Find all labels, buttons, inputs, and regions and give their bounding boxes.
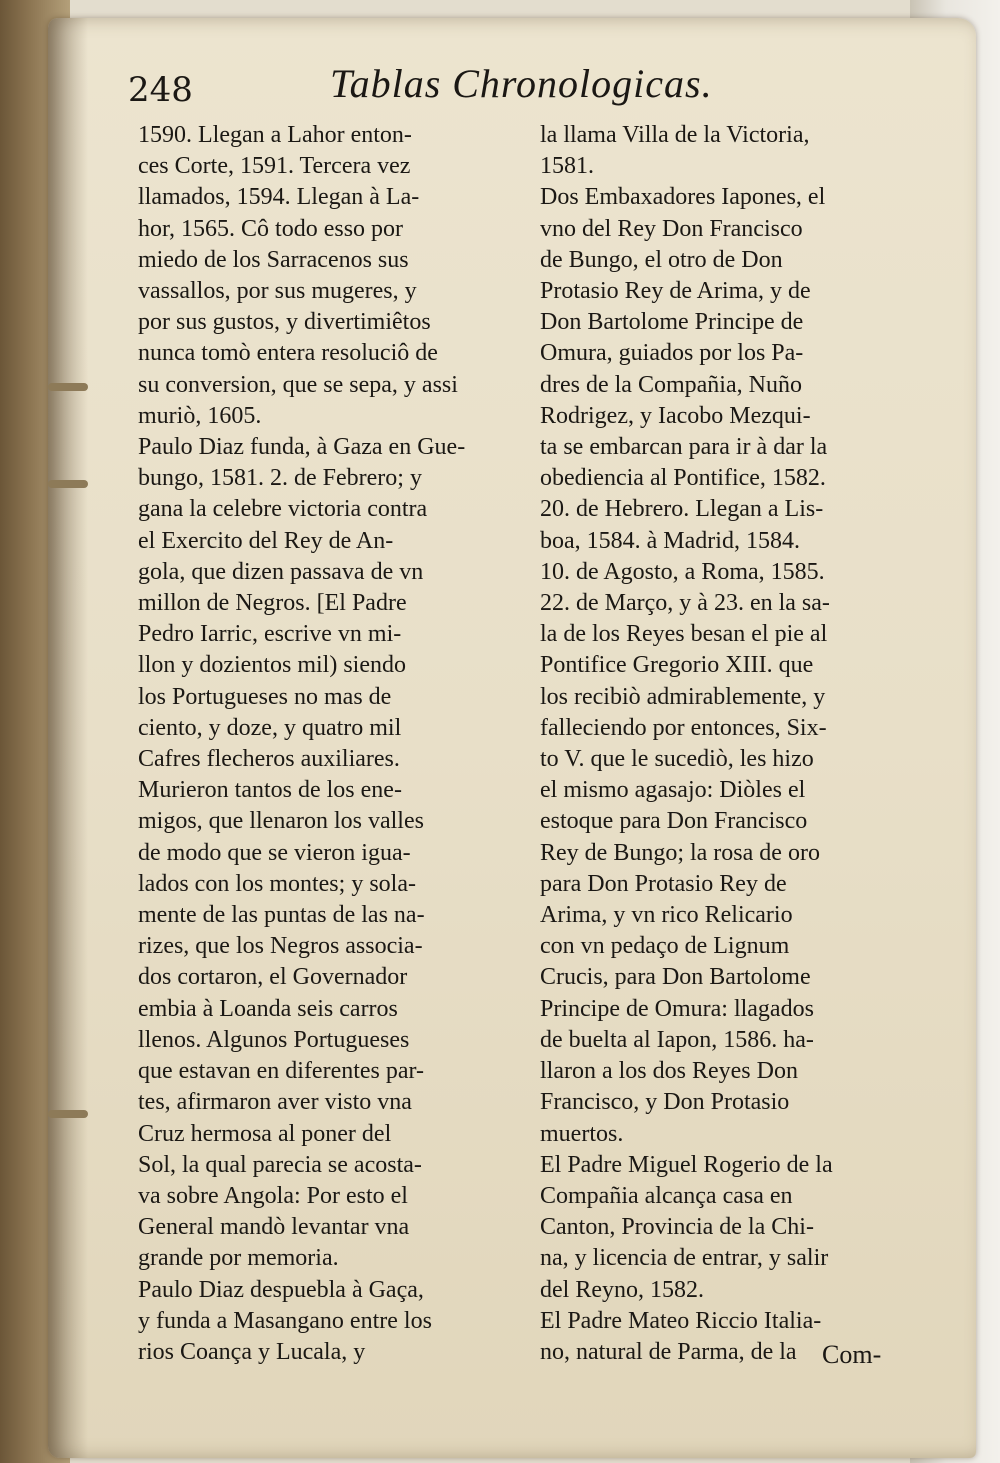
text-line: dos cortaron, el Governador — [138, 964, 408, 991]
text-line: Sol, la qual parecia se acosta- — [138, 1151, 422, 1178]
text-line: llenos. Algunos Portugueses — [138, 1026, 410, 1053]
text-line: los Portugueses no mas de — [138, 683, 392, 710]
text-line: Protasio Rey de Arima, y de — [540, 278, 811, 305]
text-line: la de los Reyes besan el pie al — [540, 621, 828, 648]
running-title: Tablas Chronologicas. — [330, 61, 713, 106]
text-line: migos, que llenaron los valles — [138, 808, 424, 835]
text-line: Pedro Iarric, escrive vn mi- — [138, 621, 402, 648]
text-line: y funda a Masangano entre los — [138, 1307, 432, 1334]
text-line: que estavan en diferentes par- — [138, 1058, 425, 1085]
text-line: llon y dozientos mil) siendo — [138, 652, 406, 679]
text-line: 20. de Hebrero. Llegan a Lis- — [540, 496, 824, 523]
text-line: miedo de los Sarracenos sus — [138, 246, 409, 273]
text-line: Principe de Omura: llagados — [540, 995, 814, 1022]
text-line: Pontifice Gregorio XIII. que — [540, 652, 814, 679]
text-line: de Bungo, el otro de Don — [540, 246, 783, 273]
text-line: Cruz hermosa al poner del — [138, 1120, 392, 1147]
text-line: tes, afirmaron aver visto vna — [138, 1089, 412, 1116]
text-line: Canton, Provincia de la Chi- — [540, 1214, 814, 1241]
text-line: estoque para Don Francisco — [540, 808, 808, 835]
binding-string — [48, 480, 88, 488]
text-line: Compañia alcança casa en — [540, 1182, 793, 1209]
text-line: mente de las puntas de las na- — [138, 902, 425, 929]
text-line: muriò, 1605. — [138, 402, 262, 429]
text-line: grande por memoria. — [138, 1245, 339, 1272]
text-line: boa, 1584. à Madrid, 1584. — [540, 527, 800, 554]
catchword: Com- — [822, 1340, 882, 1369]
text-line: Paulo Diaz funda, à Gaza en Gue- — [138, 434, 466, 461]
text-line: Arima, y vn rico Relicario — [540, 902, 793, 929]
text-line: 10. de Agosto, a Roma, 1585. — [540, 558, 825, 585]
text-line: hor, 1565. Cô todo esso por — [138, 215, 404, 242]
text-line: 1581. — [540, 153, 594, 180]
text-line: 1590. Llegan a Lahor enton- — [138, 122, 412, 148]
text-line: dres de la Compañia, Nuño — [540, 371, 802, 398]
text-line: del Reyno, 1582. — [540, 1276, 704, 1303]
text-line: por sus gustos, y divertimiêtos — [138, 309, 431, 336]
text-line: Cafres flecheros auxiliares. — [138, 746, 400, 773]
text-line: ta se embarcan para ir à dar la — [540, 434, 828, 461]
text-line: va sobre Angola: Por esto el — [138, 1182, 408, 1209]
text-line: 22. de Março, y à 23. en la sa- — [540, 590, 830, 617]
text-line: gola, que dizen passava de vn — [138, 558, 424, 585]
text-line: Crucis, para Don Bartolome — [540, 964, 811, 991]
text-line: de modo que se vieron igua- — [138, 839, 411, 866]
text-line: para Don Protasio Rey de — [540, 870, 787, 897]
text-line: de buelta al Iapon, 1586. ha- — [540, 1026, 814, 1053]
text-line: Dos Embaxadores Iapones, el — [540, 184, 826, 211]
page-number: 248 — [128, 70, 193, 110]
text-line: El Padre Miguel Rogerio de la — [540, 1151, 833, 1178]
text-line: lados con los montes; y sola- — [138, 870, 416, 897]
text-line: ciento, y doze, y quatro mil — [138, 714, 402, 741]
text-line: vassallos, por sus mugeres, y — [138, 278, 417, 305]
text-line: rizes, que los Negros associa- — [138, 933, 423, 960]
text-line: rios Coança y Lucala, y — [138, 1338, 366, 1365]
binding-string — [48, 1110, 88, 1118]
text-line: con vn pedaço de Lignum — [540, 933, 790, 960]
text-line: nunca tomò entera resoluciô de — [138, 340, 438, 367]
text-line: llamados, 1594. Llegan à La- — [138, 184, 420, 211]
right-column — [540, 120, 930, 1368]
text-line: los recibiò admirablemente, y — [540, 683, 826, 710]
text-line: el Exercito del Rey de An- — [138, 527, 394, 554]
binding-string — [48, 383, 88, 391]
text-line: la llama Villa de la Victoria, — [540, 122, 810, 148]
text-line: muertos. — [540, 1120, 624, 1147]
text-line: to V. que le sucediò, les hizo — [540, 746, 814, 773]
text-line: falleciendo por entonces, Six- — [540, 714, 827, 741]
text-line: Francisco, y Don Protasio — [540, 1089, 790, 1116]
left-column — [138, 120, 538, 1368]
text-line: Paulo Diaz despuebla à Gaça, — [138, 1276, 424, 1303]
text-line: ces Corte, 1591. Tercera vez — [138, 153, 411, 180]
text-line: Murieron tantos de los ene- — [138, 777, 402, 804]
text-line: llaron a los dos Reyes Don — [540, 1058, 798, 1085]
text-line: na, y licencia de entrar, y salir — [540, 1245, 829, 1272]
text-line: Don Bartolome Principe de — [540, 309, 804, 336]
text-line: bungo, 1581. 2. de Febrero; y — [138, 465, 422, 492]
text-line: millon de Negros. [El Padre — [138, 590, 407, 617]
text-line: gana la celebre victoria contra — [138, 496, 428, 523]
text-line: el mismo agasajo: Diòles el — [540, 777, 806, 804]
text-line: vno del Rey Don Francisco — [540, 215, 803, 242]
text-line: General mandò levantar vna — [138, 1214, 410, 1241]
text-line: embia à Loanda seis carros — [138, 995, 398, 1022]
text-line: El Padre Mateo Riccio Italia- — [540, 1307, 822, 1334]
text-line: Rodrigez, y Iacobo Mezqui- — [540, 402, 811, 429]
text-line: Omura, guiados por los Pa- — [540, 340, 804, 367]
text-line: Rey de Bungo; la rosa de oro — [540, 839, 820, 866]
page-gutter-shadow — [48, 18, 88, 1458]
text-line: obediencia al Pontifice, 1582. — [540, 465, 826, 492]
text-line: no, natural de Parma, de la — [540, 1338, 797, 1365]
text-line: su conversion, que se sepa, y assi — [138, 371, 458, 398]
